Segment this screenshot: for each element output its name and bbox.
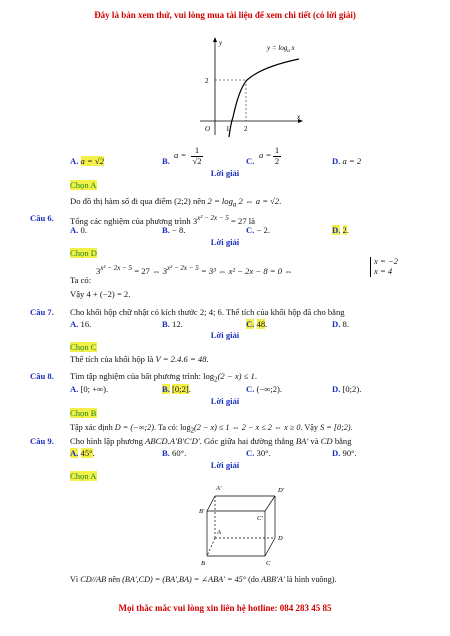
q9-chon: Chọn A xyxy=(70,471,97,481)
q8-question: Tìm tập nghiệm của bất phương trình: $\log_2(2 - x) \le 1$. xyxy=(70,371,257,384)
x-label: x xyxy=(297,113,301,121)
q8-chon: Chọn B xyxy=(70,408,97,418)
q9-question: Cho hình lập phương ABCD.A′B′C′D′. Góc giữa hai đường thẳng BA′ và CD bằng xyxy=(70,436,352,446)
q8-solution: Tập xác định D = (−∞;2). Ta có: $\log_2(2 - x) \le 1$ ⇔ 2 − x ≤ 2 ⇔ x ≥ 0. Vậy S = [0;2). xyxy=(70,423,353,435)
q7-solution: Thể tích của khối hộp là V = 2.4.6 = 48. xyxy=(70,354,209,364)
label-c1: C′ xyxy=(257,515,263,522)
q6-option-b: B. − 8. xyxy=(162,225,186,235)
q6-loi-giai: Lời giải xyxy=(210,237,240,247)
q7-option-b: B. 12. xyxy=(162,319,183,329)
tick-x1: 1 xyxy=(226,125,230,133)
page-footer: Mọi thắc mắc vui lòng xin liên hệ hotline: 084 283 45 85 xyxy=(118,603,332,613)
y-axis-arrow xyxy=(213,37,217,42)
log-curve xyxy=(229,59,299,137)
q5-loi-giai: Lời giải xyxy=(210,168,240,178)
tick-x2: 2 xyxy=(244,125,248,133)
q6-option-c: C. − 2. xyxy=(246,225,270,235)
label-c: C xyxy=(266,560,271,567)
q9-number: Câu 9. xyxy=(30,436,54,446)
q9-option-b: B. 60°. xyxy=(162,448,187,458)
q8-number: Câu 8. xyxy=(30,371,54,381)
log-graph xyxy=(195,35,305,140)
q7-question: Cho khối hộp chữ nhật có kích thước 2; 4; 6. Thể tích của khối hộp đã cho bằng xyxy=(70,307,345,317)
q5-option-b: B. xyxy=(162,156,170,166)
q8-option-a: A. [0; +∞). xyxy=(70,384,109,394)
q9-loi-giai: Lời giải xyxy=(210,460,240,470)
q5-option-d: D. a = 2 xyxy=(332,156,362,166)
q8-option-c: C. (−∞;2). xyxy=(246,384,283,394)
q5-option-b-frac: 1 √2 xyxy=(192,145,202,166)
q8-option-d: D. [0;2). xyxy=(332,384,362,394)
q6-solution-line: $3^{x^2 - 2x - 5} = 27$ ⇔ $3^{x^2 - 2x - 5} = 3^3$ ⇔ x² − 2x − 8 = 0 ⇔ xyxy=(96,264,293,276)
q9-option-d: D. 90°. xyxy=(332,448,357,458)
q7-option-a: A. 16. xyxy=(70,319,92,329)
q9-option-a: A. 45°. xyxy=(70,448,95,458)
q7-loi-giai: Lời giải xyxy=(210,330,240,340)
origin-label: O xyxy=(205,125,211,133)
q8-loi-giai: Lời giải xyxy=(210,396,240,406)
q6-vay: Vậy 4 + (−2) = 2. xyxy=(70,289,131,299)
q6-chon: Chọn D xyxy=(70,248,97,258)
q6-number: Câu 6. xyxy=(30,213,54,223)
q7-option-d: D. 8. xyxy=(332,319,349,329)
q7-option-c: C. 48. xyxy=(246,319,268,329)
q6-option-d: D. 2. xyxy=(332,225,349,235)
q5-option-c-lhs: a = xyxy=(259,150,272,160)
q5-chon: Chọn A xyxy=(70,180,97,190)
label-b: B xyxy=(201,560,205,567)
q6-system: x = −2 x = 4 xyxy=(370,257,398,277)
edge-cd xyxy=(265,538,275,556)
tick-y2: 2 xyxy=(205,77,209,85)
label-b1: B′ xyxy=(199,508,205,515)
q5-option-a: A. a = √2 xyxy=(70,156,104,166)
q7-number: Câu 7. xyxy=(30,307,54,317)
label-d1: D′ xyxy=(278,487,285,494)
edge-ab xyxy=(207,538,215,556)
q8-option-b: B. [0;2]. xyxy=(162,384,191,394)
q9-option-c: C. 30°. xyxy=(246,448,271,458)
q5-option-c-frac: 1 2 xyxy=(274,145,280,166)
q5-option-b-lhs: a = xyxy=(174,150,187,160)
cube-figure xyxy=(195,478,295,568)
q6-question: Tổng các nghiệm của phương trình $3^{x^2 - 2x - 5} = 27$ là xyxy=(70,214,255,226)
label-a1: A′ xyxy=(216,485,222,492)
q5-solution: Do đồ thị hàm số đi qua điểm (2;2) nên $2 = \log_a 2$ ⇔ a = √2. xyxy=(70,196,282,209)
y-label: y xyxy=(219,39,223,47)
label-d: D xyxy=(278,535,283,542)
q6-option-a: A. 0. xyxy=(70,225,87,235)
q9-solution: Vì CD//AB nên (BA′,CD) = (BA′,BA) = ∠ABA′ = 45° (do ABB′A′ là hình vuông). xyxy=(70,575,337,584)
label-a: A xyxy=(217,529,221,536)
page-header: Đây là bản xem thử, vui lòng mua tài liệu để xem chi tiết (có lời giải) xyxy=(94,10,356,20)
curve-label: $y = \log_a x$ xyxy=(267,44,295,54)
edge-c1d1 xyxy=(265,496,275,511)
q7-chon: Chọn C xyxy=(70,342,97,352)
q6-taco: Ta có: xyxy=(70,275,92,285)
edge-a1b1 xyxy=(207,496,215,511)
q5-option-c: C. xyxy=(246,156,255,166)
